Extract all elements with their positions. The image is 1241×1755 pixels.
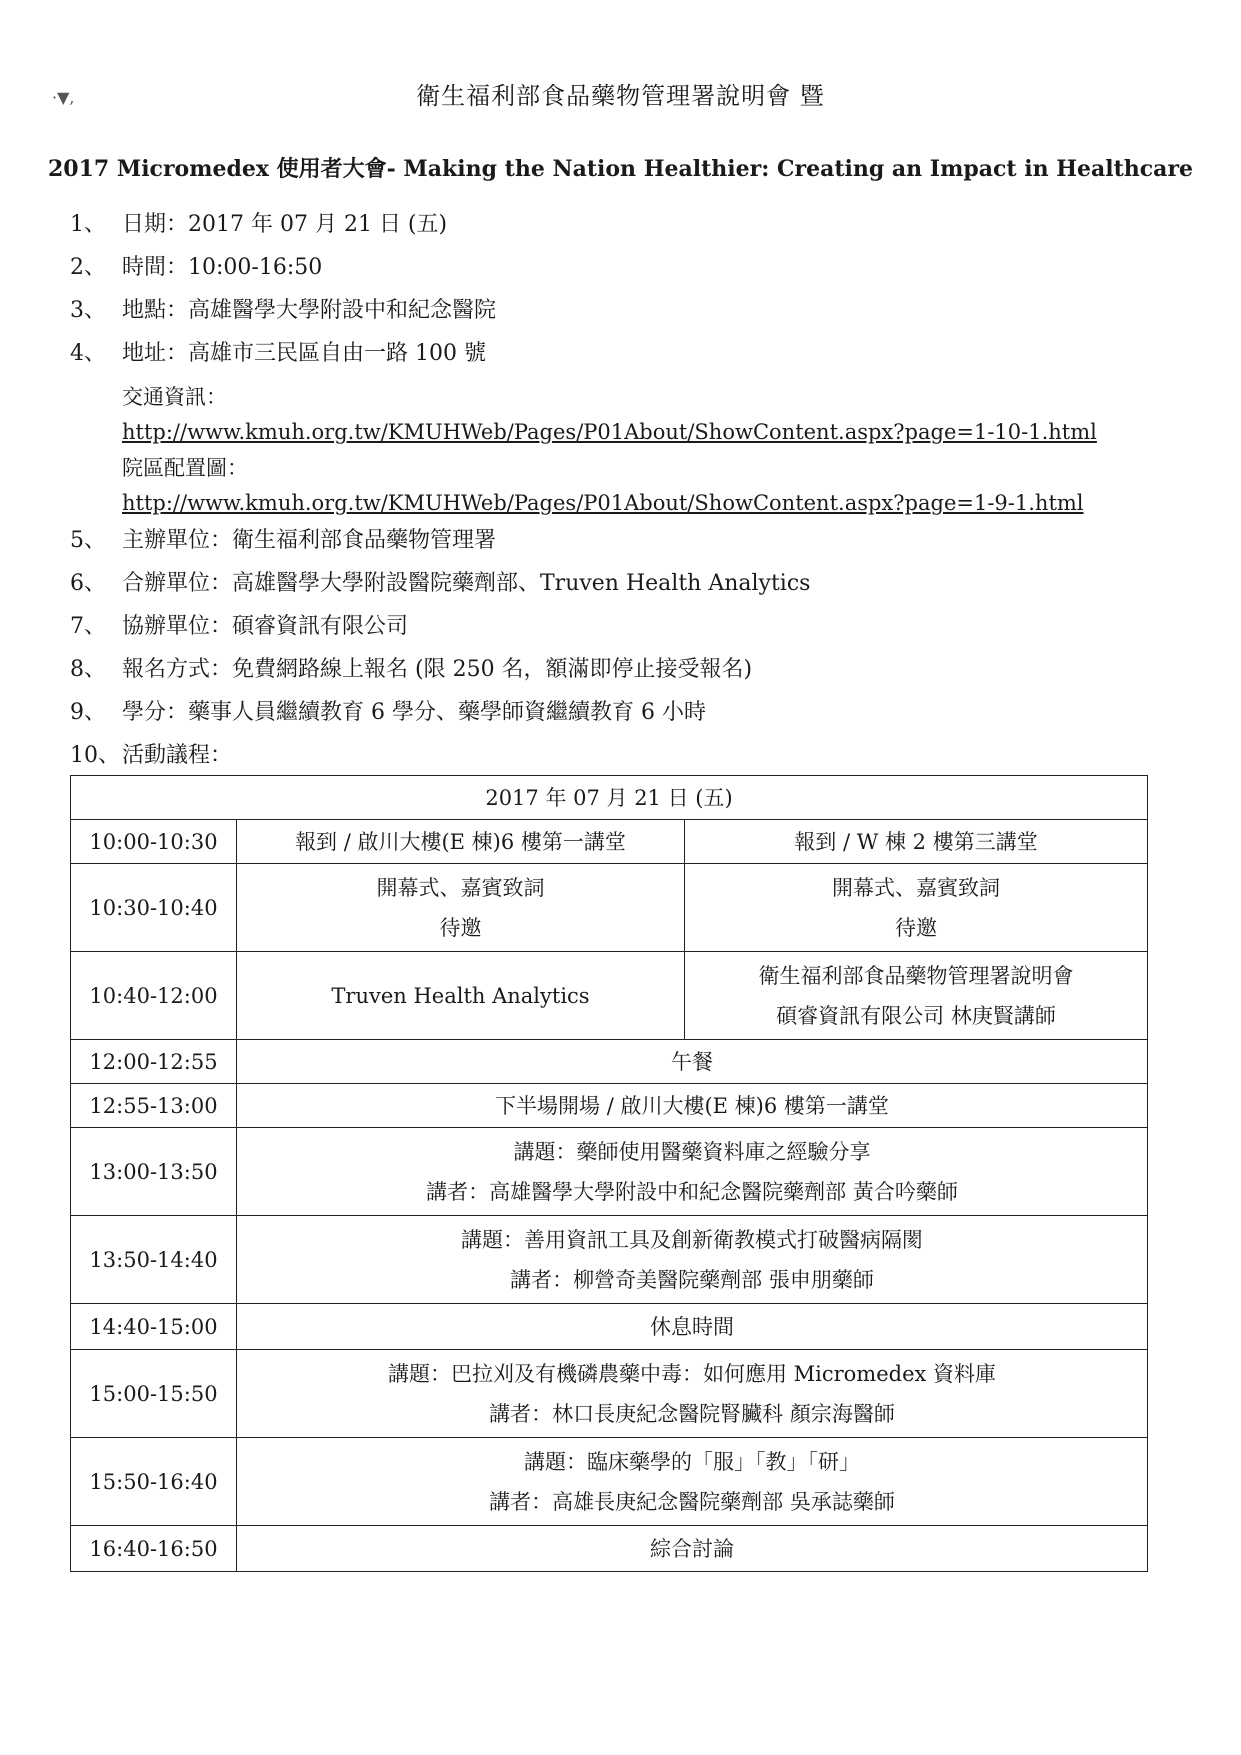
- agenda-session-left: 報到 / 啟川大樓(E 棟)6 樓第一講堂: [237, 820, 685, 864]
- session-speaker: 講者：高雄醫學大學附設中和紀念醫院藥劑部 黃合吟藥師: [426, 1179, 958, 1204]
- item-number: 1、: [70, 212, 106, 237]
- agenda-time: 13:00-13:50: [71, 1128, 237, 1216]
- table-row: [71, 952, 1148, 1040]
- list-item: [70, 296, 1170, 339]
- agenda-session: [237, 1128, 1148, 1216]
- agenda-time: 10:30-10:40: [71, 864, 237, 952]
- session-speaker: 碩睿資訊有限公司 林庚賢講師: [776, 1003, 1056, 1028]
- agenda-time: 15:00-15:50: [71, 1350, 237, 1438]
- item-text: 協辦單位：碩睿資訊有限公司: [122, 614, 409, 639]
- item-number: 7、: [70, 614, 106, 639]
- item-text: 日期：2017 年 07 月 21 日 (五): [122, 212, 448, 237]
- table-row: [71, 864, 1148, 952]
- table-row: [71, 1128, 1148, 1216]
- agenda-session: 綜合討論: [237, 1526, 1148, 1572]
- agenda-time: 15:50-16:40: [71, 1438, 237, 1526]
- agenda-time: 14:40-15:00: [71, 1304, 237, 1350]
- agenda-session: [237, 1216, 1148, 1304]
- agenda-session: 下半場開場 / 啟川大樓(E 棟)6 樓第一講堂: [237, 1084, 1148, 1128]
- table-row: [71, 1304, 1148, 1350]
- list-item: [70, 698, 1170, 741]
- item-number: 6、: [70, 571, 106, 596]
- item-number: 3、: [70, 298, 106, 323]
- table-row: [71, 1216, 1148, 1304]
- item-number: 9、: [70, 700, 106, 725]
- agenda-session-left: Truven Health Analytics: [237, 952, 685, 1040]
- transport-link[interactable]: http://www.kmuh.org.tw/KMUHWeb/Pages/P01About/ShowContent.aspx?page=1-10-1.html: [122, 420, 1097, 444]
- list-item: [70, 655, 1170, 698]
- session-speaker: 講者：高雄長庚紀念醫院藥劑部 吳承誌藥師: [489, 1489, 895, 1514]
- session-title: 講題：臨床藥學的「服」「教」「研」: [524, 1449, 860, 1474]
- map-link[interactable]: http://www.kmuh.org.tw/KMUHWeb/Pages/P01About/ShowContent.aspx?page=1-9-1.html: [122, 491, 1084, 515]
- session-title: 開幕式、嘉賓致詞: [832, 875, 1000, 900]
- item-text: 合辦單位：高雄醫學大學附設醫院藥劑部、Truven Health Analytics: [122, 571, 811, 596]
- agenda-time: 13:50-14:40: [71, 1216, 237, 1304]
- list-item: [70, 210, 1170, 253]
- agenda-time: 10:40-12:00: [71, 952, 237, 1040]
- session-speaker: 講者：柳營奇美醫院藥劑部 張申朋藥師: [510, 1267, 874, 1292]
- page-title: 衛生福利部食品藥物管理署說明會 暨: [416, 82, 825, 110]
- item-text: 地址：高雄市三民區自由一路 100 號: [122, 341, 486, 366]
- table-row: [71, 1438, 1148, 1526]
- list-item: [70, 253, 1170, 296]
- list-item: [70, 339, 1170, 382]
- item-text: 地點：高雄醫學大學附設中和紀念醫院: [122, 298, 497, 323]
- table-row: [71, 1526, 1148, 1572]
- agenda-time: 10:00-10:30: [71, 820, 237, 864]
- page-subtitle: 2017 Micromedex 使用者大會- Making the Nation Healthier: Creating an Impact in Healthcare: [47, 156, 1194, 182]
- agenda-session: [237, 1438, 1148, 1526]
- list-item: [70, 612, 1170, 655]
- scan-mark: ·▼,: [52, 88, 75, 107]
- list-item: [70, 569, 1170, 612]
- agenda-time: 12:55-13:00: [71, 1084, 237, 1128]
- session-title: 開幕式、嘉賓致詞: [376, 875, 545, 900]
- item-number: 10、: [70, 743, 120, 768]
- agenda-session: 午餐: [237, 1040, 1148, 1084]
- agenda-session-right: [685, 864, 1148, 952]
- session-title: 講題：巴拉刈及有機磷農藥中毒：如何應用 Micromedex 資料庫: [387, 1361, 997, 1386]
- info-list-2: [70, 526, 1170, 784]
- item-text: 時間：10:00-16:50: [122, 255, 323, 280]
- item-text: 報名方式：免費網路線上報名 (限 250 名，額滿即停止接受報名): [122, 657, 753, 682]
- table-row: [71, 1084, 1148, 1128]
- table-row: [71, 776, 1148, 820]
- agenda-session-right: 報到 / W 棟 2 樓第三講堂: [685, 820, 1148, 864]
- table-row: [71, 1040, 1148, 1084]
- session-speaker: 講者：林口長庚紀念醫院腎臟科 顏宗海醫師: [489, 1401, 895, 1426]
- agenda-time: 16:40-16:50: [71, 1526, 237, 1572]
- item-number: 5、: [70, 528, 106, 553]
- item-number: 8、: [70, 657, 106, 682]
- info-list: [70, 210, 1170, 382]
- map-label: 院區配置圖：: [122, 456, 248, 480]
- session-title: 講題：藥師使用醫藥資料庫之經驗分享: [513, 1139, 871, 1164]
- session-speaker: 待邀: [439, 915, 482, 940]
- agenda-session: [237, 1350, 1148, 1438]
- table-row: [71, 1350, 1148, 1438]
- transport-label: 交通資訊：: [122, 385, 227, 409]
- list-item: [70, 526, 1170, 569]
- agenda-time: 12:00-12:55: [71, 1040, 237, 1084]
- item-text: 主辦單位：衛生福利部食品藥物管理署: [122, 528, 497, 553]
- agenda-table: [70, 775, 1148, 1572]
- item-number: 4、: [70, 341, 106, 366]
- agenda-session-right: [685, 952, 1148, 1040]
- session-title: 衛生福利部食品藥物管理署說明會: [758, 963, 1074, 988]
- agenda-session-left: [237, 864, 685, 952]
- session-speaker: 待邀: [895, 915, 937, 940]
- item-number: 2、: [70, 255, 106, 280]
- item-text: 學分：藥事人員繼續教育 6 學分、藥學師資繼續教育 6 小時: [122, 700, 706, 725]
- session-title: 講題：善用資訊工具及創新衛教模式打破醫病隔閡: [461, 1227, 923, 1252]
- agenda-date-header: 2017 年 07 月 21 日 (五): [71, 776, 1148, 820]
- table-row: [71, 820, 1148, 864]
- item-text: 活動議程：: [122, 743, 233, 768]
- agenda-session: 休息時間: [237, 1304, 1148, 1350]
